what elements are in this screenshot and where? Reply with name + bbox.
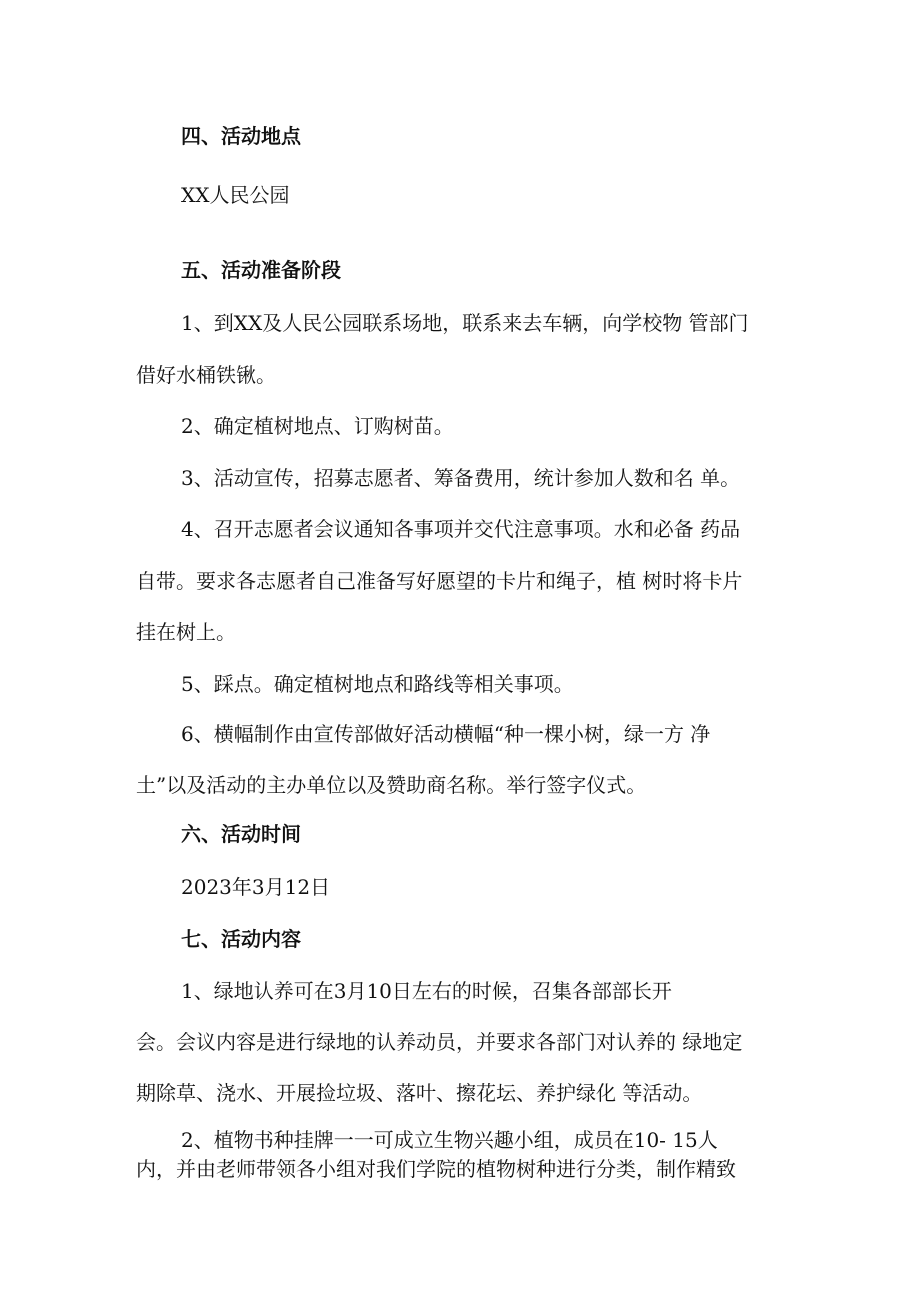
paragraph-line: 2、植物书种挂牌一一可成立生物兴趣小组，成员在10- 15人	[181, 1128, 718, 1152]
paragraph-line: 借好水桶铁锹。	[136, 363, 276, 387]
paragraph-line: 1、绿地认养可在3月10日左右的时候，召集各部部长开	[181, 979, 672, 1003]
paragraph-line: 挂在树上。	[136, 620, 236, 644]
paragraph-line: 3、活动宣传，招募志愿者、筹备费用，统计参加人数和名 单。	[181, 466, 741, 490]
paragraph-line: 自带。要求各志愿者自己准备写好愿望的卡片和绳子，植 树时将卡片	[136, 569, 743, 593]
paragraph-line: 土”以及活动的主办单位以及赞助商名称。举行签字仪式。	[136, 773, 647, 797]
paragraph-line: XX人民公园	[181, 183, 290, 207]
heading-preparation: 五、活动准备阶段	[181, 258, 341, 282]
paragraph-line: 6、横幅制作由宣传部做好活动横幅“种一棵小树，绿一方 净	[181, 722, 711, 746]
paragraph-line: 1、到XX及人民公园联系场地，联系来去车辆，向学校物 管部门	[181, 311, 749, 335]
paragraph-line: 5、踩点。确定植树地点和路线等相关事项。	[181, 672, 574, 696]
heading-content: 七、活动内容	[181, 927, 301, 951]
heading-location: 四、活动地点	[181, 124, 301, 148]
paragraph-line: 会。会议内容是进行绿地的认养动员，并要求各部门对认养的 绿地定	[136, 1030, 743, 1054]
paragraph-line: 内，并由老师带领各小组对我们学院的植物树种进行分类，制作精致	[136, 1157, 736, 1181]
heading-time: 六、活动时间	[181, 822, 301, 846]
paragraph-line: 2023年3月12日	[181, 875, 331, 899]
paragraph-line: 2、确定植树地点、订购树苗。	[181, 414, 454, 438]
paragraph-line: 4、召开志愿者会议通知各事项并交代注意事项。水和必备 药品	[181, 517, 741, 541]
paragraph-line: 期除草、浇水、开展捡垃圾、落叶、擦花坛、养护绿化 等活动。	[136, 1081, 703, 1105]
